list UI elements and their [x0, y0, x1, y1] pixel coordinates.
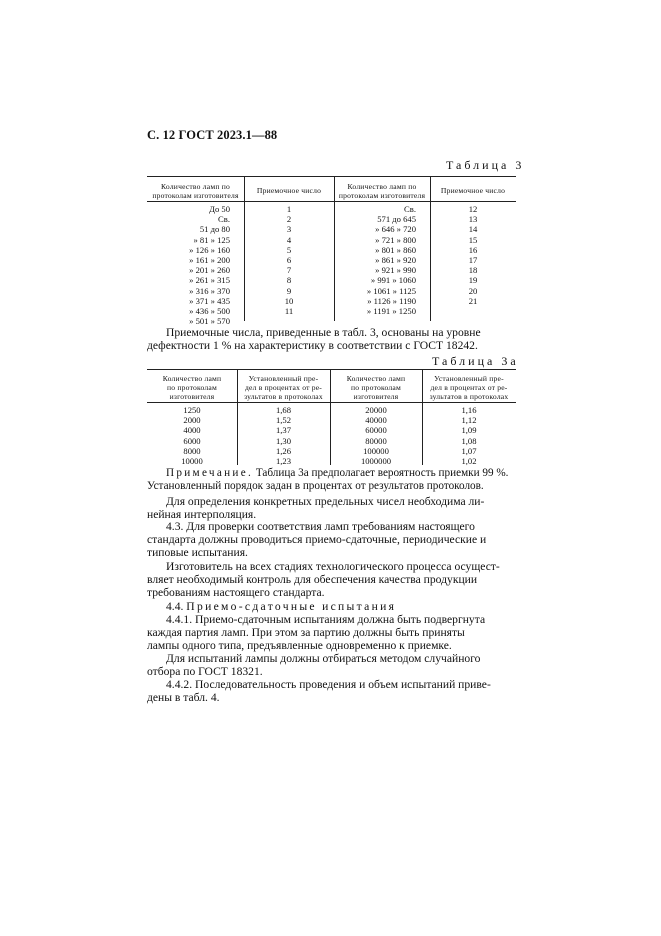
table3-cell-acceptance-number: 12 — [468, 204, 478, 214]
body-paragraph-7 — [147, 678, 517, 704]
table3-cell-lamp-count: » 316 » 370 — [189, 285, 230, 296]
table3a-header-4 — [422, 374, 516, 401]
p6-line-1: Для испытаний лампы должны отбираться методом случайного — [166, 652, 481, 665]
table3a-cell-limit-percent: 1,08 — [461, 435, 477, 446]
table3-top-rule — [147, 176, 516, 177]
table3a-cell-limit-percent: 1,16 — [461, 405, 477, 415]
table3-cell-acceptance-number: 6 — [286, 255, 292, 266]
table3-header-4 — [430, 186, 516, 195]
note-line-1: Таблица 3а предполагает вероятность приемки 99 %. — [255, 467, 509, 479]
table3-cell-acceptance-number: 20 — [468, 285, 478, 296]
table3-cell-acceptance-number: 1 — [286, 204, 292, 214]
note-line-2: Установленный порядок задан в процентах от результатов протоколов. — [147, 480, 484, 492]
table3a-col4 — [422, 405, 516, 466]
p2-line-2: стандарта должны проводиться приемо-сдаточные, периодические и — [147, 533, 487, 546]
table3-col4 — [430, 204, 516, 306]
table-note — [147, 467, 517, 493]
table3a-cell-lamp-count: 4000 — [183, 425, 201, 436]
table3-header-1 — [147, 182, 244, 200]
table3-cell-acceptance-number: 14 — [468, 224, 478, 235]
table3-header-2 — [244, 186, 334, 195]
table3a-cell-lamp-count: 2000 — [183, 415, 201, 426]
table3a-header-1 — [147, 374, 237, 401]
p5-line-1: 4.4.1. Приемо-сдаточным испытаниям должна быть подвергнута — [166, 613, 486, 626]
table3-header-3 — [334, 182, 430, 200]
p1-line-2: нейная интерполяция. — [147, 508, 257, 521]
p3-line-1: Изготовитель на всех стадиях технологического процесса осущест- — [166, 560, 500, 573]
table3-cell-lamp-count: » 1191 » 1250 — [366, 306, 416, 317]
table3a-cell-lamp-count: 1250 — [183, 405, 201, 415]
table3-cell-lamp-count: 571 до 645 — [377, 214, 416, 225]
table3-cell-lamp-count: До 50 — [209, 204, 230, 214]
table3-cell-lamp-count: » 371 » 435 — [189, 295, 230, 306]
table3-cell-lamp-count: » 436 » 500 — [189, 306, 230, 317]
table3-header-3-text: Количество ламп по протоколам изготовителя — [338, 182, 426, 200]
table3-cell-acceptance-number: 15 — [468, 234, 478, 245]
table3a-cell-limit-percent: 1,52 — [275, 415, 292, 426]
table3-cell-lamp-count: » 201 » 260 — [189, 265, 230, 276]
table3a-cell-lamp-count: 6000 — [183, 435, 201, 446]
table3a-col1 — [147, 405, 237, 466]
p3-line-2: вляет необходимый контроль для обеспечения качества продукции — [147, 573, 478, 586]
table3-cell-acceptance-number: 21 — [468, 295, 478, 306]
para-acceptance-line-1: Приемочные числа, приведенные в табл. 3, основаны на уровне — [166, 326, 481, 339]
table3a-cell-limit-percent: 1,09 — [461, 425, 477, 436]
table3-cell-lamp-count: » 991 » 1060 — [370, 275, 416, 286]
table3-caption: Таблица 3 — [446, 158, 525, 172]
body-paragraph-5 — [147, 613, 517, 652]
table3a-header-3-text: Количество ламп по протоколам изготовителя — [346, 374, 406, 401]
table3-cell-lamp-count: » 81 » 125 — [193, 234, 230, 245]
table3-cell-acceptance-number: 16 — [468, 244, 478, 255]
table3-cell-lamp-count: 51 до 80 — [199, 224, 230, 235]
note-label: Примечание. — [166, 467, 254, 479]
para-acceptance-line-2: дефектности 1 % на характеристику в соответствии с ГОСТ 18242. — [147, 339, 478, 352]
table3-cell-lamp-count: Св. — [404, 204, 416, 214]
p6-line-2: отбора по ГОСТ 18321. — [147, 665, 263, 678]
p2-line-3: типовые испытания. — [147, 546, 248, 559]
body-paragraph-2 — [147, 520, 517, 559]
table3-cell-lamp-count: » 126 » 160 — [189, 244, 230, 255]
table3a-caption: Таблица 3а — [432, 354, 519, 368]
p2-line-1: 4.3. Для проверки соответствия ламп требованиям настоящего — [166, 520, 475, 533]
page-header: С. 12 ГОСТ 2023.1—88 — [147, 128, 278, 142]
table3a-cell-limit-percent: 1,12 — [461, 415, 477, 426]
table3-cell-lamp-count: Св. — [218, 214, 230, 225]
body-paragraph-6 — [147, 652, 517, 678]
table3a-header-rule — [147, 402, 516, 403]
table3-cell-acceptance-number: 2 — [286, 214, 292, 225]
body-paragraph-3 — [147, 560, 517, 599]
body-paragraph-1 — [147, 495, 517, 521]
table3a-cell-lamp-count: 8000 — [183, 445, 201, 456]
table3-cell-acceptance-number: 17 — [468, 255, 478, 266]
table3-header-2-text: Приемочное число — [256, 186, 322, 195]
table3a-cell-limit-percent: 1,07 — [461, 445, 477, 456]
table3-cell-acceptance-number: 11 — [284, 306, 294, 317]
table3a-header-4-text: Установленный пре- дел в процентах от ре- зультатов в протоколах — [429, 374, 509, 401]
table3-cell-acceptance-number: 5 — [286, 244, 292, 255]
table3-cell-lamp-count: » 921 » 990 — [375, 265, 416, 276]
table3a-cell-limit-percent: 1,68 — [275, 405, 292, 415]
table3-col1 — [150, 204, 230, 326]
table3a-cell-limit-percent: 1,26 — [275, 445, 292, 456]
table3-header-1-text: Количество ламп по протоколам изготовителя — [152, 182, 239, 200]
table3a-header-2-text: Установленный пре- дел в процентах от ре- зультатов в протоколах — [244, 374, 323, 401]
table3-cell-acceptance-number: 9 — [286, 285, 292, 296]
table3a-col2 — [237, 405, 330, 466]
section-4-4-heading — [147, 600, 517, 613]
table3-cell-acceptance-number: 7 — [286, 265, 292, 276]
p7-line-2: дены в табл. 4. — [147, 691, 220, 704]
table3-cell-acceptance-number: 13 — [468, 214, 478, 225]
table3-cell-lamp-count: » 721 » 800 — [375, 234, 416, 245]
p5-line-2: каждая партия ламп. При этом за партию должны быть приняты — [147, 626, 465, 639]
table3-header-rule — [147, 201, 516, 202]
table3-cell-acceptance-number: 8 — [286, 275, 292, 286]
table3-cell-lamp-count: » 161 » 200 — [189, 255, 230, 266]
table3-cell-lamp-count: » 861 » 920 — [375, 255, 416, 266]
table3-col2 — [244, 204, 334, 316]
table3a-cell-lamp-count: 100000 — [363, 445, 389, 456]
table3a-cell-lamp-count: 10000 — [181, 456, 203, 467]
section-4-4-title: Приемо-сдаточные испытания — [186, 600, 397, 613]
table3a-cell-limit-percent: 1,37 — [275, 425, 292, 436]
p5-line-3: лампы одного типа, предъявленные одновременно к приемке. — [147, 639, 452, 652]
table3a-cell-limit-percent: 1,30 — [275, 435, 292, 446]
table3a-cell-lamp-count: 60000 — [365, 425, 387, 436]
table3a-top-rule — [147, 369, 516, 370]
p1-line-1: Для определения конкретных предельных чисел необходима ли- — [166, 495, 485, 508]
table3a-cell-lamp-count: 40000 — [365, 415, 387, 426]
table3-cell-acceptance-number: 10 — [284, 295, 294, 306]
para-acceptance-numbers — [147, 326, 517, 352]
table3a-cell-limit-percent: 1,02 — [461, 456, 477, 467]
table3-col3 — [336, 204, 416, 316]
table3-cell-lamp-count: » 646 » 720 — [375, 224, 416, 235]
table3a-header-3 — [330, 374, 422, 401]
table3-cell-acceptance-number: 4 — [286, 234, 292, 245]
p7-line-1: 4.4.2. Последовательность проведения и объем испытаний приве- — [166, 678, 491, 691]
table3a-header-1-text: Количество ламп по протоколам изготовителя — [162, 374, 222, 401]
table3a-cell-lamp-count: 1000000 — [360, 456, 392, 467]
table3-cell-lamp-count: » 1126 » 1190 — [367, 295, 416, 306]
table3-cell-acceptance-number: 3 — [286, 224, 292, 235]
table3-cell-lamp-count: » 261 » 315 — [189, 275, 230, 286]
table3a-cell-lamp-count: 80000 — [365, 435, 387, 446]
table3-cell-lamp-count: » 1061 » 1125 — [366, 285, 416, 296]
table3a-col3 — [330, 405, 422, 466]
table3-cell-acceptance-number: 18 — [468, 265, 478, 276]
p3-line-3: требованиям настоящего стандарта. — [147, 586, 325, 599]
table3a-header-2 — [237, 374, 330, 401]
section-4-4-number: 4.4. — [166, 600, 184, 613]
table3-header-4-text: Приемочное число — [440, 186, 506, 195]
table3a-cell-limit-percent: 1,23 — [275, 456, 292, 467]
table3-cell-lamp-count: » 801 » 860 — [375, 244, 416, 255]
table3-cell-lamp-count: » 501 » 570 — [189, 316, 230, 327]
table3a-cell-lamp-count: 20000 — [365, 405, 387, 415]
table3-cell-acceptance-number: 19 — [468, 275, 478, 286]
